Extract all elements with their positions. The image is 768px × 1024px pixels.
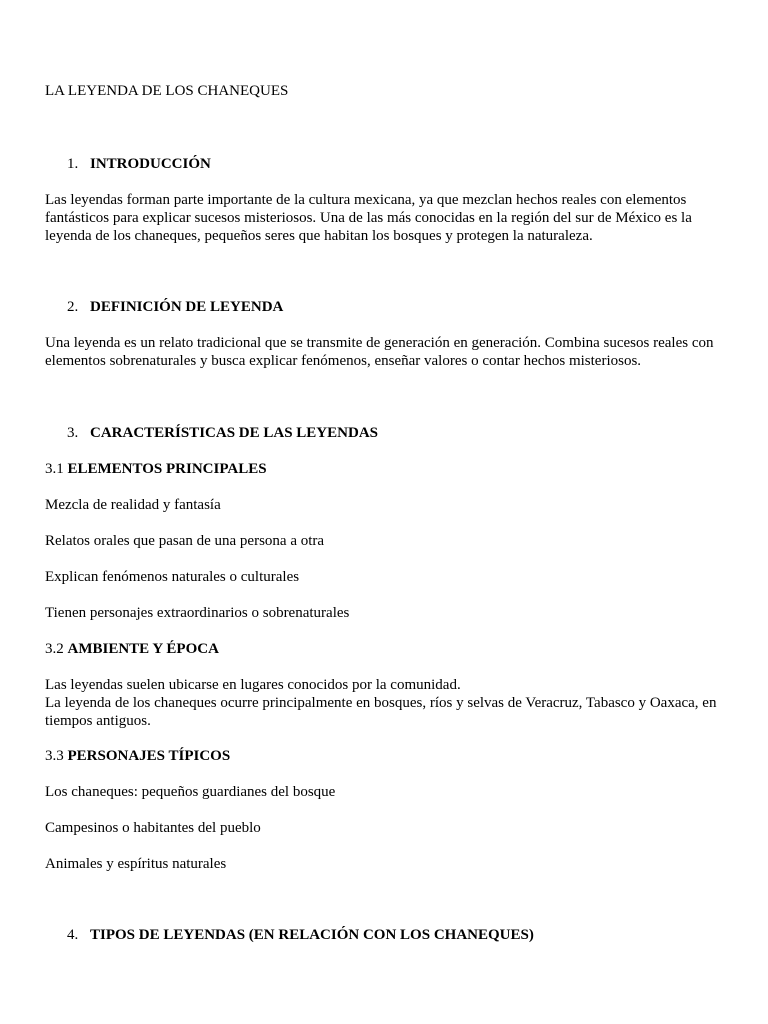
paragraph-line: tiempos antiguos. (45, 713, 151, 729)
paragraph-line: leyenda de los chaneques, pequeños seres que habitan los bosques y protegen la naturaleza. (45, 228, 593, 244)
section-3-heading: CARACTERÍSTICAS DE LAS LEYENDAS (90, 425, 378, 441)
list-item: Campesinos o habitantes del pueblo (45, 820, 261, 836)
paragraph-line: Las leyendas forman parte importante de la cultura mexicana, ya que mezclan hechos reales con elementos (45, 192, 687, 208)
section-3-number: 3. (67, 425, 79, 441)
section-2-heading: DEFINICIÓN DE LEYENDA (90, 299, 284, 315)
list-item: Mezcla de realidad y fantasía (45, 497, 221, 513)
paragraph-line: Una leyenda es un relato tradicional que se transmite de generación en generación. Combina sucesos reales con (45, 335, 714, 351)
list-item: Animales y espíritus naturales (45, 856, 227, 872)
subsection-title: ELEMENTOS PRINCIPALES (67, 461, 267, 477)
subsection-3-2-heading (45, 640, 735, 658)
section-4-heading: TIPOS DE LEYENDAS (EN RELACIÓN CON LOS CHANEQUES) (90, 927, 534, 943)
document-title: LA LEYENDA DE LOS CHANEQUES (45, 83, 289, 99)
subsection-number: 3.3 (45, 748, 64, 764)
subsection-number: 3.1 (45, 461, 64, 477)
list-item: Relatos orales que pasan de una persona a otra (45, 533, 325, 549)
section-2-paragraph (45, 334, 735, 370)
list-item: Tienen personajes extraordinarios o sobrenaturales (45, 605, 350, 621)
subsection-3-3-heading (45, 747, 735, 765)
subsection-title: PERSONAJES TÍPICOS (67, 748, 231, 764)
paragraph-line: La leyenda de los chaneques ocurre principalmente en bosques, ríos y selvas de Veracruz, Tabasco y Oaxaca, en (45, 695, 717, 711)
section-4-number: 4. (67, 927, 79, 943)
subsection-3-2-paragraph (45, 676, 735, 730)
subsection-3-1-heading (45, 460, 735, 478)
paragraph-line: fantásticos para explicar sucesos misteriosos. Una de las más conocidas en la región del sur de México es la (45, 210, 692, 226)
section-1-paragraph (45, 191, 735, 245)
list-item: Los chaneques: pequeños guardianes del bosque (45, 784, 336, 800)
section-1-number: 1. (67, 156, 79, 172)
list-item: Explican fenómenos naturales o culturales (45, 569, 300, 585)
subsection-title: AMBIENTE Y ÉPOCA (67, 641, 219, 657)
section-1-heading: INTRODUCCIÓN (90, 156, 211, 172)
paragraph-line: elementos sobrenaturales y busca explicar fenómenos, enseñar valores o contar hechos misteriosos. (45, 353, 642, 369)
paragraph-line: Las leyendas suelen ubicarse en lugares conocidos por la comunidad. (45, 677, 461, 693)
subsection-number: 3.2 (45, 641, 64, 657)
section-2-number: 2. (67, 299, 79, 315)
